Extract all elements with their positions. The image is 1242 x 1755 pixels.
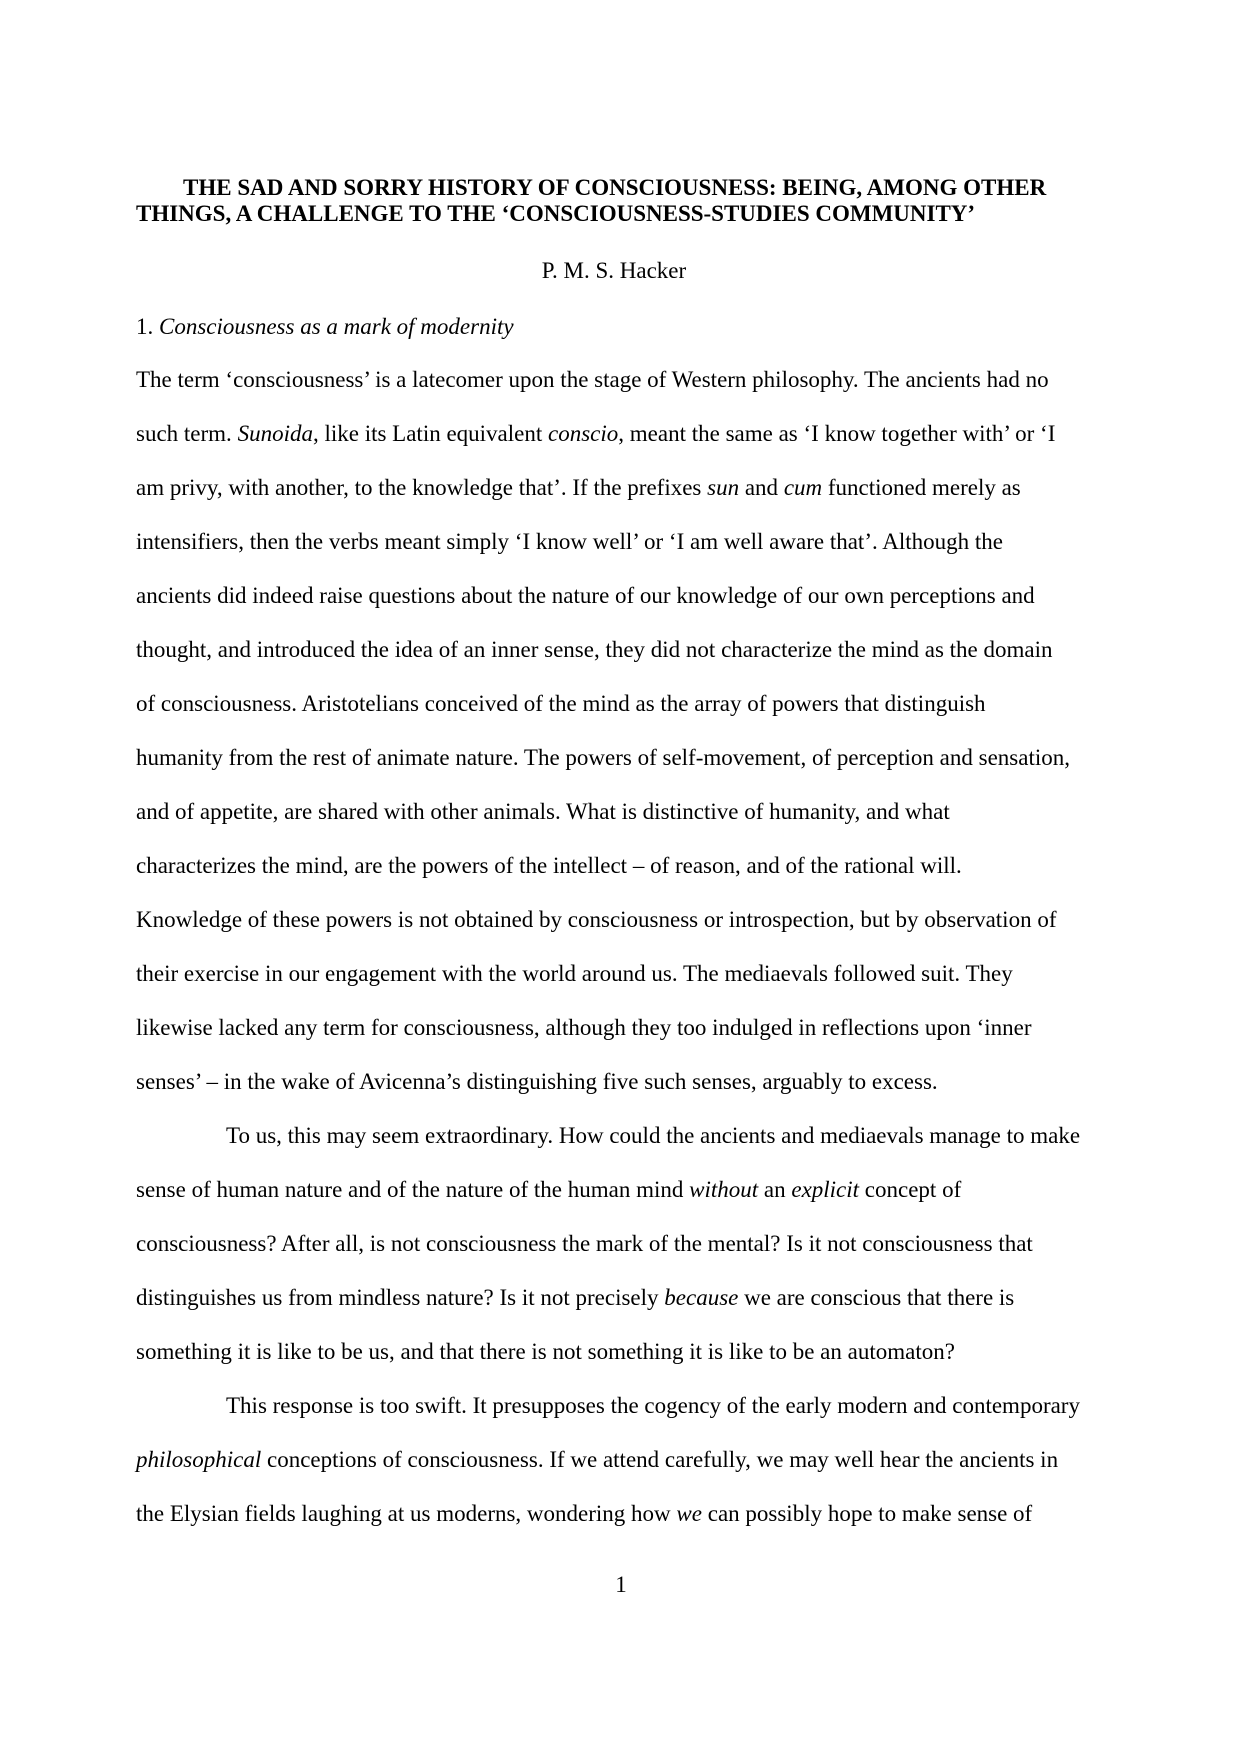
paper-title	[136, 175, 1092, 227]
paper-title-line-2: THINGS, A CHALLENGE TO THE ‘CONSCIOUSNESS-STUDIES COMMUNITY’	[136, 201, 976, 226]
page-content	[136, 175, 1092, 1541]
paper-title-line-1: THE SAD AND SORRY HISTORY OF CONSCIOUSNESS: BEING, AMONG OTHER	[183, 175, 1047, 200]
italic-term: without	[689, 1177, 759, 1202]
italic-term: explicit	[791, 1177, 860, 1202]
body-line: thought, and introduced the idea of an inner sense, they did not characterize the mind as the domain	[136, 637, 1053, 662]
body-text	[136, 353, 1092, 1541]
italic-term: conscio	[548, 421, 619, 446]
body-line: characterizes the mind, are the powers of the intellect – of reason, and of the rational will.	[136, 853, 962, 878]
italic-term: we	[676, 1501, 702, 1526]
body-line: consciousness? After all, is not consciousness the mark of the mental? Is it not consciousness that	[136, 1231, 1033, 1256]
body-line: To us, this may seem extraordinary. How could the ancients and mediaevals manage to make	[226, 1123, 1081, 1148]
body-line: This response is too swift. It presupposes the cogency of the early modern and contemporary	[226, 1393, 1080, 1418]
body-line: of consciousness. Aristotelians conceived of the mind as the array of powers that distinguish	[136, 691, 986, 716]
section-title: Consciousness as a mark of modernity	[159, 314, 514, 339]
body-line: sense of human nature and of the nature of the human mind without an explicit concept of	[136, 1177, 962, 1202]
italic-term: cum	[783, 475, 823, 500]
body-line: philosophical conceptions of consciousness. If we attend carefully, we may well hear the ancients in	[136, 1447, 1059, 1472]
italic-term: because	[664, 1285, 739, 1310]
body-line: likewise lacked any term for consciousness, although they too indulged in reflections upon ‘inner	[136, 1015, 1032, 1040]
section-number: 1.	[136, 314, 159, 339]
author-name: P. M. S. Hacker	[541, 258, 687, 283]
body-line: their exercise in our engagement with the world around us. The mediaevals followed suit. They	[136, 961, 1013, 986]
body-line: such term. Sunoida, like its Latin equivalent conscio, meant the same as ‘I know together with’ or ‘I	[136, 421, 1056, 446]
body-line: senses’ – in the wake of Avicenna’s distinguishing five such senses, arguably to excess.	[136, 1069, 938, 1094]
page-number: 1	[615, 1572, 627, 1597]
body-line: intensifiers, then the verbs meant simply ‘I know well’ or ‘I am well aware that’. Although the	[136, 529, 1003, 554]
italic-term: philosophical	[136, 1447, 262, 1472]
italic-term: Sunoida	[237, 421, 313, 446]
body-line: The term ‘consciousness’ is a latecomer upon the stage of Western philosophy. The ancients had no	[136, 367, 1049, 392]
italic-term: sun	[707, 475, 740, 500]
body-line: am privy, with another, to the knowledge that’. If the prefixes sun and cum functioned merely as	[136, 475, 1021, 500]
body-line: Knowledge of these powers is not obtained by consciousness or introspection, but by observation of	[136, 907, 1057, 932]
body-line: humanity from the rest of animate nature. The powers of self-movement, of perception and sensation,	[136, 745, 1070, 770]
section-heading	[136, 314, 1092, 340]
body-line: distinguishes us from mindless nature? Is it not precisely because we are conscious that there is	[136, 1285, 1015, 1310]
body-line: and of appetite, are shared with other animals. What is distinctive of humanity, and what	[136, 799, 950, 824]
body-line: something it is like to be us, and that there is not something it is like to be an automaton?	[136, 1339, 955, 1364]
body-line: ancients did indeed raise questions about the nature of our knowledge of our own perceptions and	[136, 583, 1035, 608]
body-line: the Elysian fields laughing at us moderns, wondering how we can possibly hope to make sense of	[136, 1501, 1033, 1526]
